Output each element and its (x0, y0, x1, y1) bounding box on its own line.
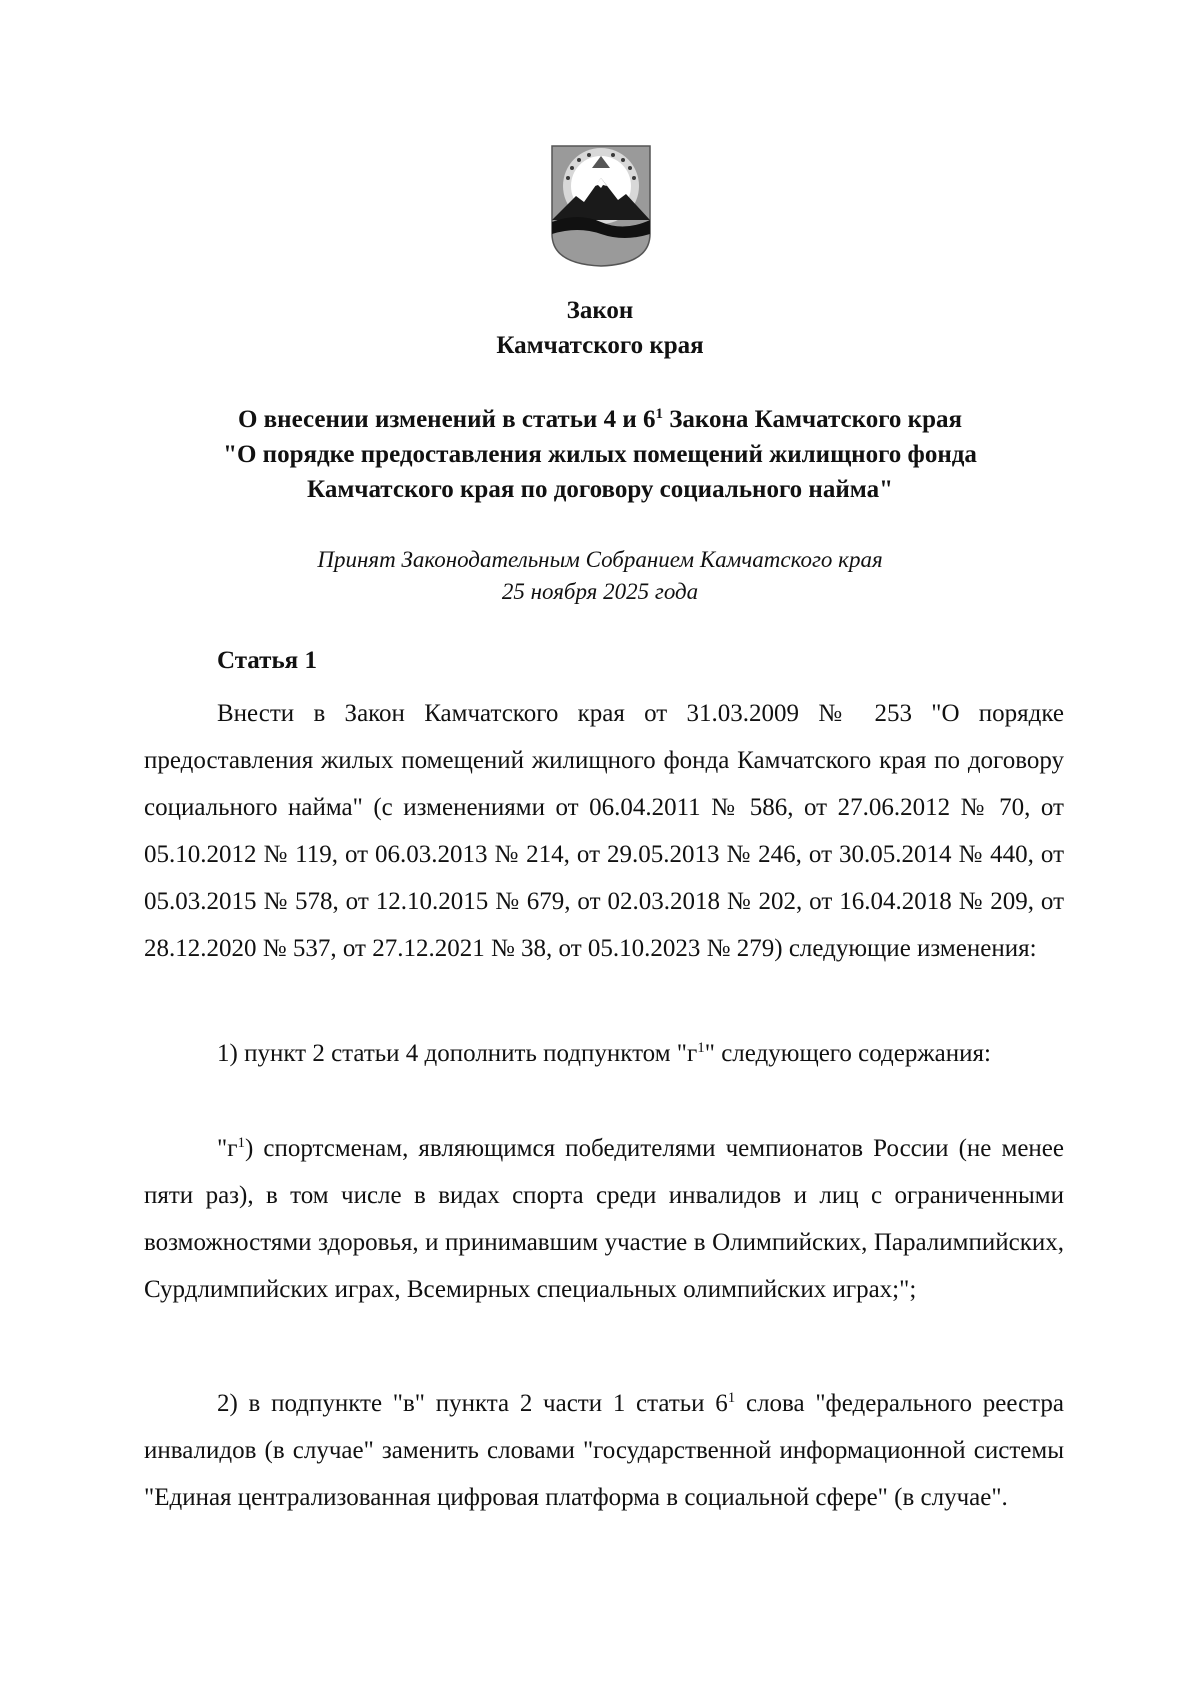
title-line-3: Камчатского края по договору социального найма" (307, 476, 893, 503)
article-heading: Статья 1 (217, 647, 317, 674)
law-type-heading: Закон (566, 297, 634, 324)
article-paragraph-intro: Внести в Закон Камчатского края от 31.03.2009 № 253 "О порядке предоставления жилых помещений жилищного фонда Камчатского края по договору социального найма" (с изменениями от 06.04.2011 № 586, от 27.06.2012 № 70, от 05.10.2012 № 119, от 06.03.2013 № 214, от 29.05.2013 № 246, от 30.05.2014 № 440, от 05.03.2015 № 578, от 12.10.2015 № 679, от 02.03.2018 № 202, от 16.04.2018 № 209, от 28.12.2020 № 537, от 27.12.2021 № 38, от 05.10.2023 № 279) следующие изменения: (144, 700, 1064, 962)
article-paragraph-item-1-content: "$г^1$) спортсменам, являющимся победителями чемпионатов России (не менее пяти раз), в том числе в видах спорта среди инвалидов и лиц с ограниченными возможностями здоровья, и принимавшим участие в Олимпийских, Паралимпийских, Сурдлимпийских играх, Всемирных специальных олимпийских играх;"; (144, 1135, 1064, 1303)
adoption-note (0, 544, 1200, 608)
adoption-body: Принят Законодательным Собранием Камчатского края (317, 547, 883, 572)
coat-of-arms-emblem (548, 142, 654, 270)
title-line-1: О внесении изменений в статьи 4 и $6^1$ Закона Камчатского края (237, 406, 963, 433)
title-line-2: "О порядке предоставления жилых помещений жилищного фонда (223, 441, 977, 468)
adoption-date: 25 ноября 2025 года (501, 579, 699, 604)
article-paragraph-item-2: 2) в подпункте "в" пункта 2 части 1 статьи $6^1$ слова "федерального реестра инвалидов (в случае" заменить словами "государственной информационной системы "Единая централизованная цифровая платформа в социальной сфере" (в случае". (144, 1390, 1064, 1511)
article-paragraph-item-1: 1) пункт 2 статьи 4 дополнить подпунктом "$г^1$" следующего содержания: (217, 1040, 991, 1067)
law-region-heading: Камчатского края (496, 332, 704, 359)
law-title (0, 402, 1200, 507)
